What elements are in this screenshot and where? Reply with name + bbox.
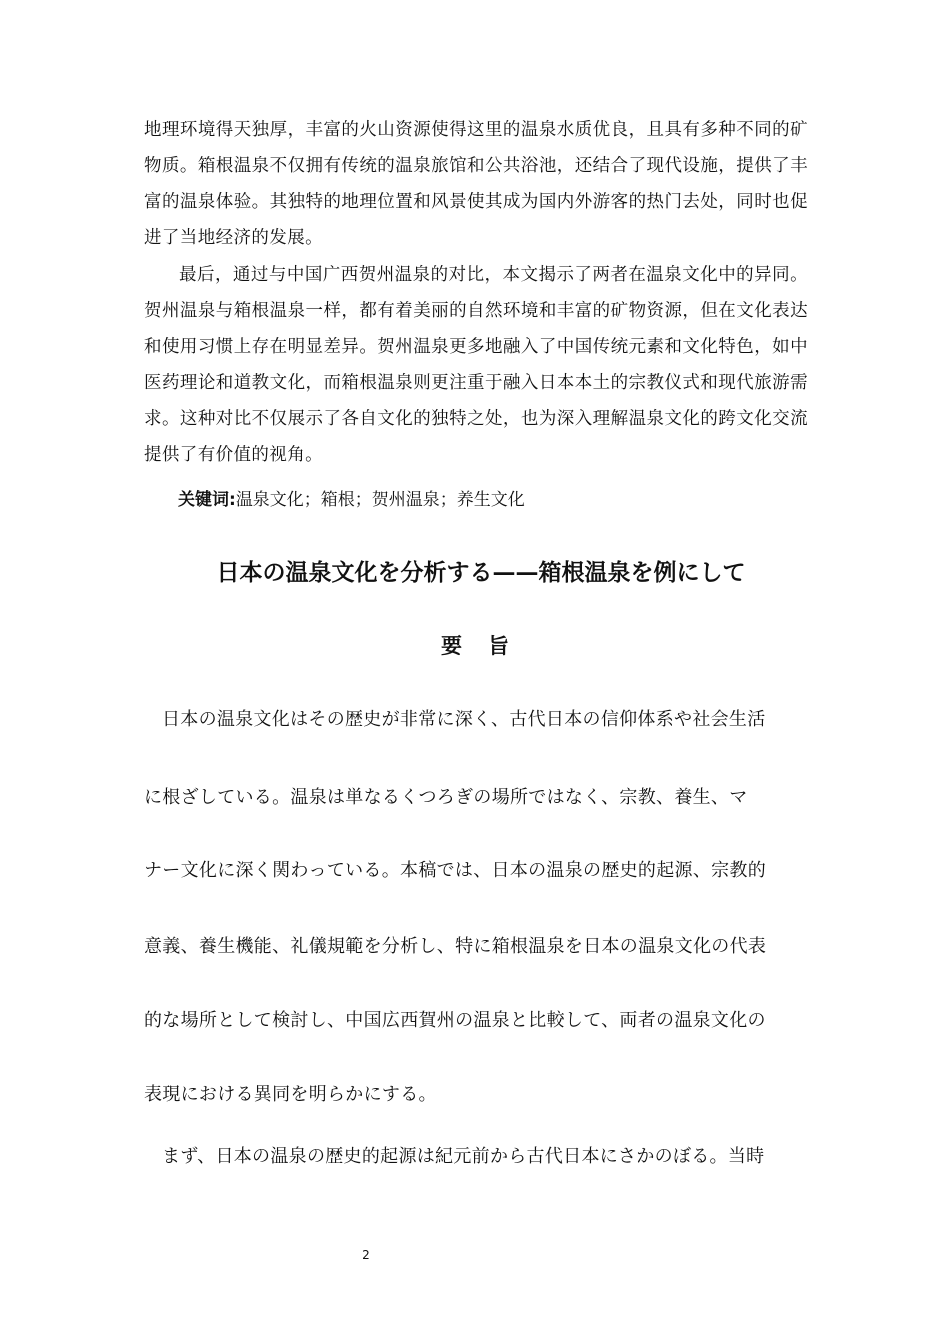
- keywords-label: 关键词:: [178, 490, 236, 510]
- keywords-line: [178, 485, 525, 515]
- japanese-title: 日本の温泉文化を分析する——箱根温泉を例にして: [216, 559, 746, 586]
- japanese-abstract-heading: 要旨: [441, 633, 535, 658]
- japanese-abstract-line: 表現における異同を明らかにする。: [144, 1084, 437, 1105]
- japanese-abstract-line: 日本の温泉文化はその歴史が非常に深く、古代日本の信仰体系や社会生活: [162, 709, 766, 730]
- chinese-abstract-paragraph-continued: 地理环境得天独厚，丰富的火山资源使得这里的温泉水质优良，且具有多种不同的矿物质。箱根温泉不仅拥有传统的温泉旅馆和公共浴池，还结合了现代设施，提供了丰富的温泉体验。其独特的地理位置和风景使其成为国内外游客的热门去处，同时也促进了当地经济的发展。: [144, 120, 808, 248]
- page-number: 2: [362, 1248, 370, 1262]
- japanese-abstract-line: まず、日本の温泉の歴史的起源は紀元前から古代日本にさかのぼる。当時: [162, 1146, 765, 1167]
- chinese-abstract-paragraph-final: 最后，通过与中国广西贺州温泉的对比，本文揭示了两者在温泉文化中的异同。贺州温泉与箱根温泉一样，都有着美丽的自然环境和丰富的矿物资源，但在文化表达和使用习惯上存在明显差异。贺州温泉更多地融入了中国传统元素和文化特色，如中医药理论和道教文化，而箱根温泉则更注重于融入日本本土的宗教仪式和现代旅游需求。这种对比不仅展示了各自文化的独特之处，也为深入理解温泉文化的跨文化交流提供了有价值的视角。: [144, 265, 808, 465]
- keywords-list: 温泉文化；箱根；贺州温泉；养生文化: [235, 490, 525, 510]
- japanese-abstract-line: ナー文化に深く関わっている。本稿では、日本の温泉の歴史的起源、宗教的: [144, 860, 767, 881]
- japanese-abstract-line: 的な場所として検討し、中国広西賀州の温泉と比較して、両者の温泉文化の: [144, 1010, 766, 1031]
- japanese-abstract-line: 意義、養生機能、礼儀規範を分析し、特に箱根温泉を日本の温泉文化の代表: [144, 936, 767, 957]
- japanese-abstract-line: に根ざしている。温泉は単なるくつろぎの場所ではなく、宗教、養生、マ: [144, 787, 748, 808]
